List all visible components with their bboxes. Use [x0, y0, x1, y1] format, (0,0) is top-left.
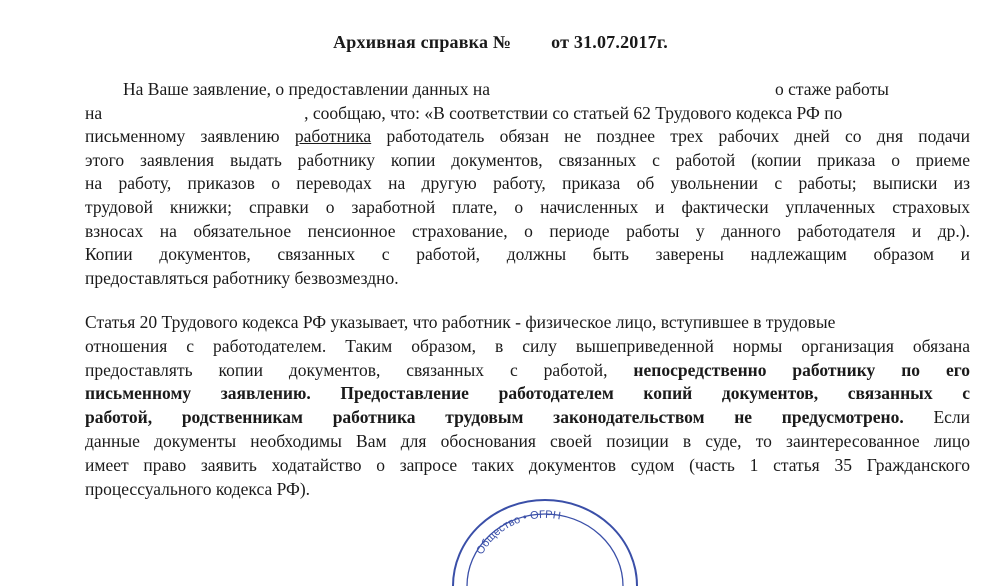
para2-text: предоставлять копии документов, связанных с работой,	[85, 359, 608, 380]
bold-text: непосредственно работнику по его	[633, 359, 970, 380]
para1-line-5: на работу, приказов о переводах на другую работу, приказа об увольнении с работы; выписки из	[85, 173, 970, 194]
para1-line-2	[85, 102, 970, 126]
svg-text:Общество • ОГРН: Общество • ОГРН	[474, 508, 562, 557]
bold-text: работой, родственникам работника трудовым законодательством не предусмотрено.	[85, 407, 904, 428]
para2-line-6: данные документы необходимы Вам для обоснования своей позиции в суде, то заинтересованное лицо	[85, 430, 970, 451]
para1-line-3	[85, 125, 970, 149]
para1-line-7: взносах на обязательное пенсионное страхование, о периоде работы у данного работодателя и др.).	[85, 220, 970, 241]
para2-line-4: письменному заявлению. Предоставление работодателем копий документов, связанных с	[85, 383, 970, 404]
para2-line-7: имеет право заявить ходатайство о запросе таких документов судом (часть 1 статья 35 Гражданского	[85, 454, 970, 475]
para1-text: на	[85, 102, 103, 123]
para2-line-8: процессуального кодекса РФ).	[85, 478, 311, 499]
para1-text: На Ваше заявление, о предоставлении данных на	[123, 79, 491, 99]
underlined-word: работника	[294, 126, 372, 147]
document-title	[0, 32, 1001, 53]
para1-line-4: этого заявления выдать работнику копии документов, связанных с работой (копии приказа о приеме	[85, 149, 970, 170]
stamp-seal	[450, 496, 640, 586]
para2-line-3	[85, 359, 970, 383]
para1-text: работодатель обязан не позднее трех рабочих дней со дня подачи	[386, 126, 971, 147]
para2-line-1: Статья 20 Трудового кодекса РФ указывает, что работник - физическое лицо, вступившее в трудовые	[85, 312, 836, 332]
para1-text: , сообщаю, что: «В соответствии со статьей 62 Трудового кодекса РФ по	[304, 102, 843, 123]
para1-text: о стаже работы	[775, 79, 889, 99]
title-left: Архивная справка №	[333, 32, 512, 52]
para1-line-9: предоставляться работнику безвозмездно.	[85, 267, 399, 288]
para2-line-2: отношения с работодателем. Таким образом, в силу вышеприведенной нормы организация обязана	[85, 335, 970, 356]
paragraph-2	[85, 311, 970, 501]
para1-line-1	[85, 78, 970, 102]
paragraph-1	[85, 78, 970, 290]
title-date: от 31.07.2017г.	[551, 32, 668, 52]
para1-text: письменному заявлению	[85, 126, 280, 147]
para2-text: Если	[933, 407, 970, 428]
para1-line-6: трудовой книжки; справки о заработной плате, о начисленных и фактически уплаченных страховых	[85, 196, 970, 217]
para2-line-5	[85, 406, 970, 430]
para1-line-8: Копии документов, связанных с работой, должны быть заверены надлежащим образом и	[85, 244, 970, 265]
